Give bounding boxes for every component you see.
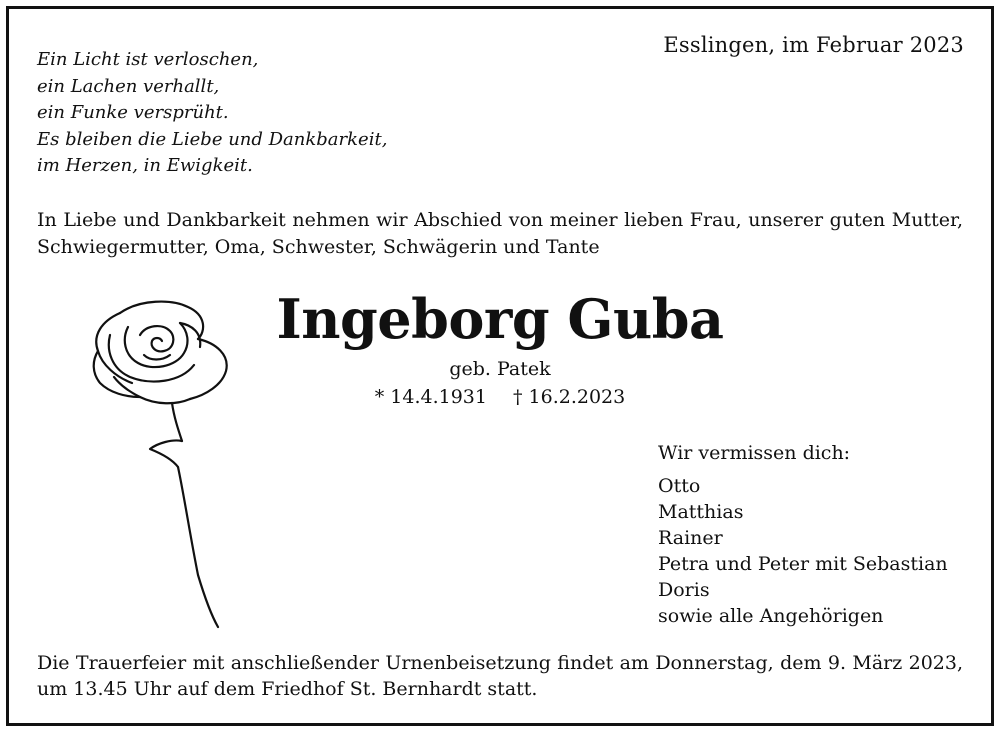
birth-date: * 14.4.1931 <box>374 386 487 408</box>
poem <box>37 47 387 180</box>
family-list <box>658 440 948 629</box>
family-member: Rainer <box>658 527 723 549</box>
family-heading: Wir vermissen dich: <box>658 442 851 464</box>
death-date: † 16.2.2023 <box>513 386 626 408</box>
poem-line: ein Lachen verhallt, <box>37 75 220 97</box>
family-member: Matthias <box>658 501 744 523</box>
family-member: sowie alle Angehörigen <box>658 605 884 627</box>
family-member: Petra und Peter mit Sebastian <box>658 553 948 575</box>
rose-icon <box>80 295 240 630</box>
family-member: Otto <box>658 475 701 497</box>
deceased-name: Ingeborg Guba <box>276 287 724 351</box>
place-date: Esslingen, im Februar 2023 <box>663 33 964 57</box>
family-member: Doris <box>658 579 710 601</box>
birth-name: geb. Patek <box>449 358 551 380</box>
poem-line: im Herzen, in Ewigkeit. <box>37 155 253 176</box>
intro-text: In Liebe und Dankbarkeit nehmen wir Abschied von meiner lieben Frau, unserer guten Mutter, Schwiegermutter, Oma, Schwester, Schwägerin und Tante <box>37 209 963 258</box>
poem-line: Es bleiben die Liebe und Dankbarkeit, <box>37 128 388 150</box>
poem-line: Ein Licht ist verloschen, <box>37 49 259 70</box>
poem-line: ein Funke versprüht. <box>37 102 229 123</box>
funeral-info: Die Trauerfeier mit anschließender Urnenbeisetzung findet am Donnerstag, dem 9. März 2023, um 13.45 Uhr auf dem Friedhof St. Bernhardt statt. <box>37 652 963 700</box>
